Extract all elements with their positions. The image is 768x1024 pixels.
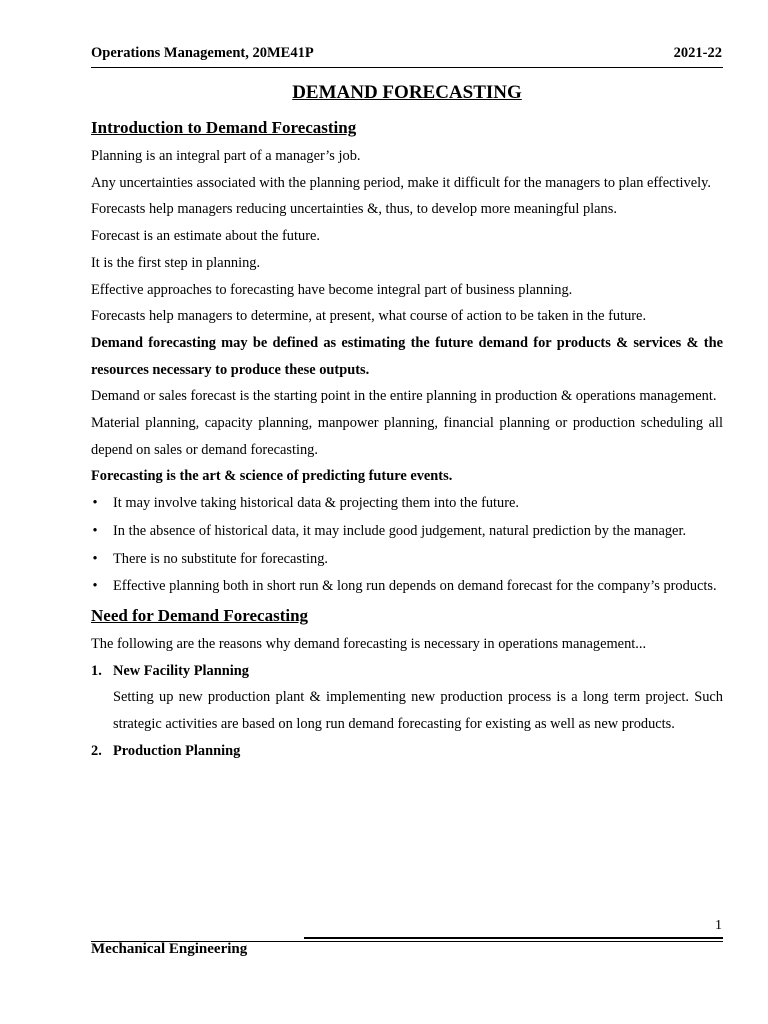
intro-line: It is the first step in planning. [91, 254, 261, 271]
body-paragraph: Demand or sales forecast is the starting point in the entire planning in production & operations management. [91, 388, 717, 405]
list-item-text: In the absence of historical data, it may include good judgement, natural prediction by the manager. [113, 522, 687, 539]
forecasting-art-statement: Forecasting is the art & science of predicting future events. [91, 468, 453, 485]
list-item [91, 573, 723, 601]
numbered-list [91, 658, 723, 765]
intro-line: Planning is an integral part of a manager’s job. [91, 148, 361, 164]
page-number: 1 [715, 918, 722, 933]
body-paragraph: Material planning, capacity planning, manpower planning, financial planning or production scheduling all depend on sales or demand forecasting. [91, 415, 723, 458]
page-content [91, 81, 723, 764]
need-intro: The following are the reasons why demand forecasting is necessary in operations management... [91, 635, 647, 652]
list-item [91, 546, 723, 574]
item-number: 1. [91, 662, 102, 679]
list-item [91, 490, 723, 518]
intro-line: Effective approaches to forecasting have become integral part of business planning. [91, 281, 573, 298]
need-heading: Need for Demand Forecasting [91, 605, 309, 625]
running-header [91, 45, 722, 67]
intro-line: Forecasts help managers to determine, at present, what course of action to be taken in the future. [91, 308, 647, 325]
numbered-item [91, 658, 723, 738]
list-item-text: Effective planning both in short run & long run depends on demand forecast for the company’s products. [113, 578, 717, 595]
item-title: New Facility Planning [113, 662, 249, 679]
list-item-text: There is no substitute for forecasting. [113, 550, 329, 567]
bullet-icon: • [92, 578, 98, 595]
intro-heading: Introduction to Demand Forecasting [91, 118, 357, 137]
course-title: Operations Management, 20ME41P [91, 45, 314, 61]
list-item-text: It may involve taking historical data & projecting them into the future. [113, 495, 520, 512]
item-number: 2. [91, 742, 102, 759]
bullet-list [91, 490, 723, 601]
page-title: DEMAND FORECASTING [292, 82, 522, 103]
header-rule [91, 67, 723, 68]
definition-text: Demand forecasting may be defined as estimating the future demand for products & services & the resources necessary to produce these outputs. [91, 334, 723, 378]
bullet-icon: • [92, 550, 98, 567]
item-body: Setting up new production plant & implementing new production process is a long term project. Such strategic activities are based on long run demand forecasting for existing as well as new products. [113, 689, 723, 733]
intro-line: Forecast is an estimate about the future. [91, 228, 320, 245]
intro-line: Forecasts help managers reducing uncertainties &, thus, to develop more meaningful plans. [91, 201, 617, 218]
bullet-icon: • [92, 522, 98, 539]
numbered-item [91, 738, 723, 765]
list-item [91, 518, 723, 546]
department-name: Mechanical Engineering [91, 941, 248, 957]
bullet-icon: • [92, 495, 98, 512]
footer-rule [304, 937, 723, 939]
academic-year: 2021-22 [673, 45, 722, 61]
intro-line: Any uncertainties associated with the planning period, make it difficult for the managers to plan effectively. [91, 174, 711, 191]
item-title: Production Planning [113, 742, 241, 759]
